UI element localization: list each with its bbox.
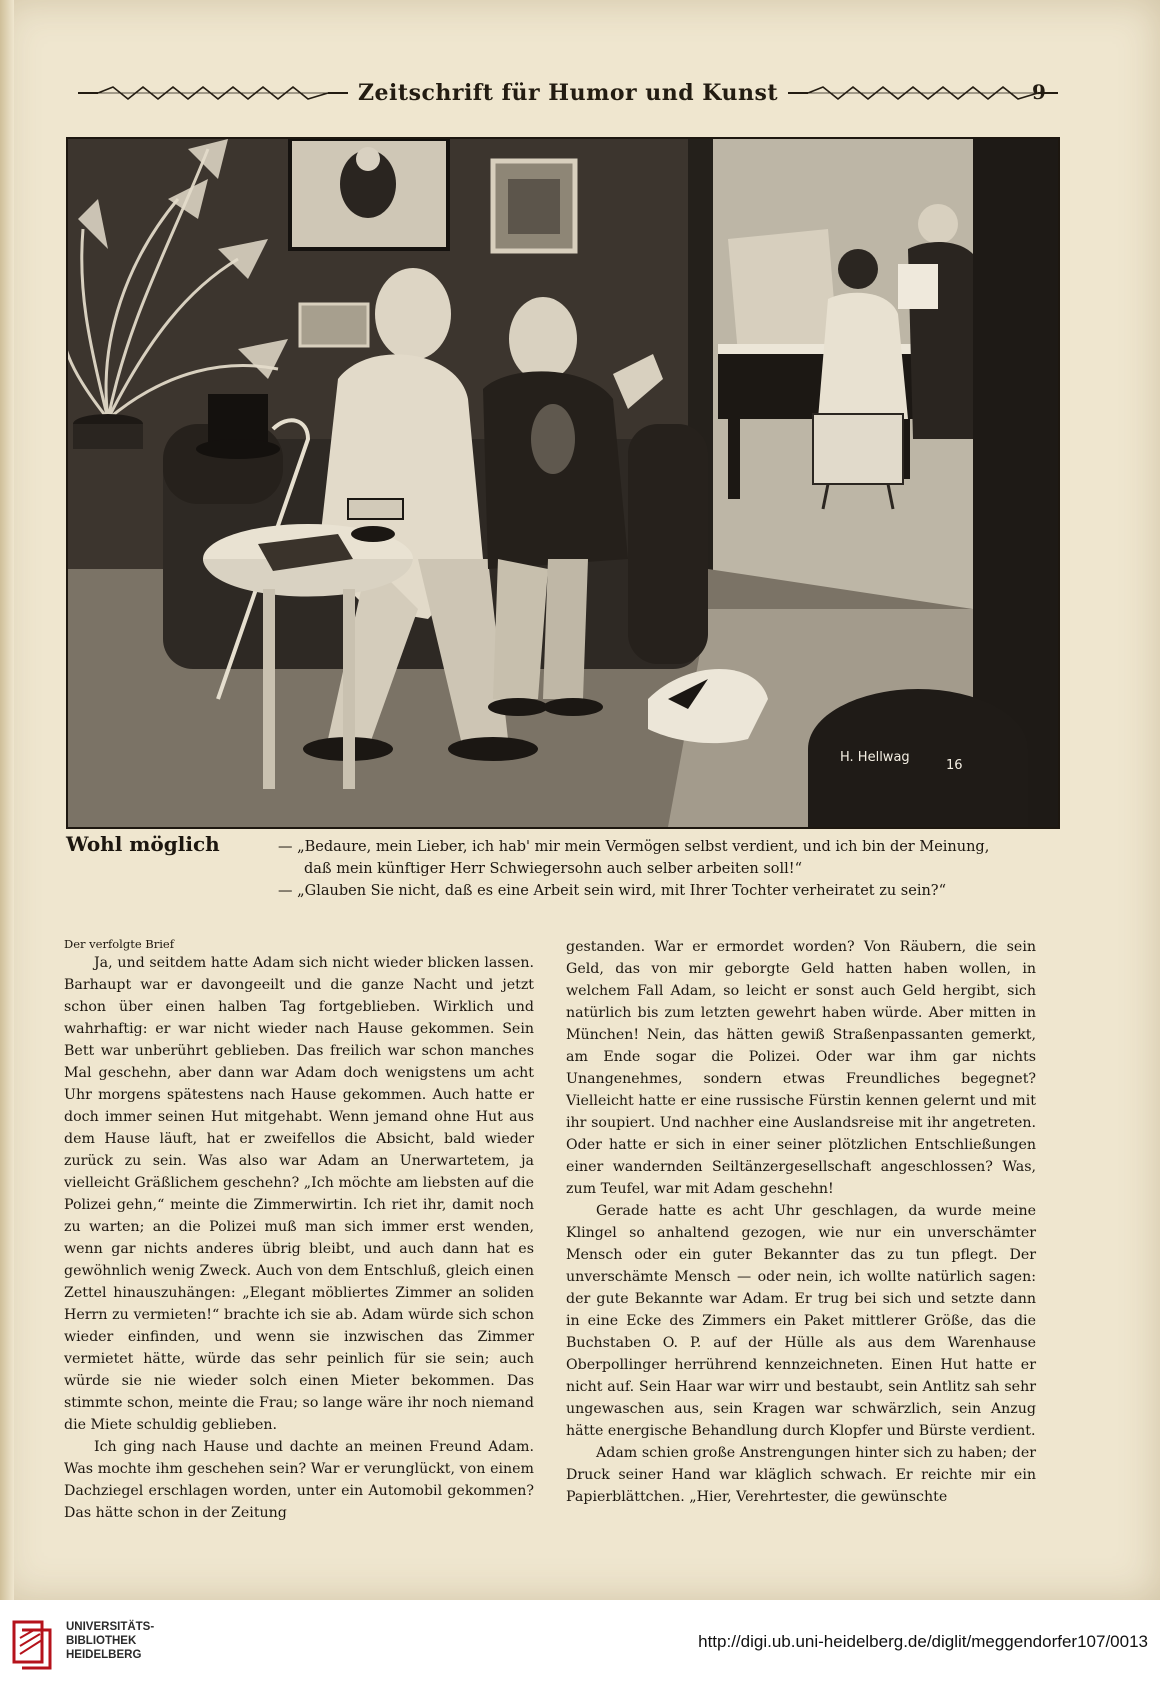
article-paragraph: Adam schien große Anstrengungen hinter sich zu haben; der Druck seiner Hand war kläglich schwach. Er reichte mir ein Papierblättchen. „Hier, Verehrtester, die gewünschte (566, 1445, 1036, 1505)
library-name-line: HEIDELBERG (66, 1649, 142, 1661)
right-header-ornament-icon (788, 85, 1058, 101)
caption-text (278, 836, 1040, 902)
left-header-ornament-icon (78, 85, 348, 101)
caption-line: — „Glauben Sie nicht, daß es eine Arbeit sein wird, mit Ihrer Tochter verheiratet zu sein?“ (278, 883, 946, 899)
article-title: Der verfolgte Brief (64, 937, 174, 951)
running-header (78, 78, 1058, 108)
artist-signature: H. Hellwag (840, 750, 910, 765)
library-name-line: BIBLIOTHEK (66, 1635, 137, 1647)
university-library-logo-icon[interactable] (12, 1618, 58, 1672)
caption-title: Wohl möglich (66, 832, 220, 856)
article-paragraph: gestanden. War er ermordet worden? Von Räubern, die sein Geld, das von mir geborgte Geld hatten haben wollen, in welchem Fall Adam, so leicht er sonst auch Geld hergibt, sich natürlich bis zum letzten gewehrt haben würde. Aber mitten in München! Nein, das hätten gewiß Straßenpassanten gemerkt, am Ende sogar die Polizei. Oder war ihm gar nichts Unangenehmes, sondern etwas Freundliches begegnet? Vielleicht hatte er eine russische Fürstin kennen gelernt und mit ihr soupiert. Und nachher eine Auslandsreise mit ihr angetreten. Oder hatte er sich in einer seiner plötzlichen Entschließungen einer wandernden Seiltänzergesellschaft angeschlossen? Was, zum Teufel, war mit Adam geschehn! (566, 939, 1036, 1197)
article-paragraph: Gerade hatte es acht Uhr geschlagen, da wurde meine Klingel so anhaltend gezogen, wie nur ein unverschämter Mensch oder ein guter Bekannter das zu tun pflegt. Der unverschämte Mensch — oder nein, ich wollte natürlich sagen: der gute Bekannte war Adam. Er trug bei sich und setzte dann in eine Ecke des Zimmers ein Paket mittlerer Größe, das die Buchstaben O. P. auf der Hülle als aus dem Warenhause Oberpollinger herrührend kennzeichneten. Einen Hut hatte er nicht auf. Sein Haar war wirr und bestaubt, sein Antlitz sah sehr ungewaschen aus, sein Kragen war schwärzlich, sein Anzug hätte energische Behandlung durch Klopfer und Bürste verdient. (566, 1203, 1036, 1439)
illustration (66, 137, 1060, 829)
article-paragraph: Ich ging nach Hause und dachte an meinen Freund Adam. Was mochte ihm geschehen sein? War er verunglückt, von einem Dachziegel erschlagen worden, unter ein Automobil gekommen? Das hätte schon in der Zeitung (64, 1439, 534, 1521)
illustration-drawing (68, 139, 1058, 827)
article-column-right (566, 936, 1036, 1508)
page-edge-shadow (0, 0, 14, 1600)
page-number: 9 (1032, 80, 1046, 104)
source-url-link[interactable]: http://digi.ub.uni-heidelberg.de/diglit/meggendorfer107/0013 (698, 1632, 1148, 1651)
library-footer (0, 1600, 1160, 1689)
article-column-left (64, 936, 534, 1524)
caption-line: — „Bedaure, mein Lieber, ich hab' mir mein Vermögen selbst verdient, und ich bin der Meinung, (278, 839, 990, 855)
artist-year-mark: 16 (946, 758, 963, 773)
article-paragraph: Ja, und seitdem hatte Adam sich nicht wieder blicken lassen. Barhaupt war er davongeeilt und die ganze Nacht und jetzt schon über einen halben Tag fortgeblieben. Wirklich und wahrhaftig: er war nicht wieder nach Hause gekommen. Sein Bett war unberührt geblieben. Das freilich war schon manches Mal geschehn, aber dann war Adam doch wenigstens um acht Uhr morgens spätestens nach Hause gekommen. Auch hatte er doch immer seinen Hut mitgehabt. Wenn jemand ohne Hut aus dem Hause läuft, hat er zweifellos die Absicht, bald wieder zurück zu sein. Was also war Adam an Unerwartetem, ja vielleicht Gräßlichem geschehn? „Ich möchte am liebsten auf die Polizei gehn,“ meinte die Zimmerwirtin. Ich riet ihr, damit noch zu warten; an die Polizei muß man sich immer erst wenden, wenn gar nichts anderes übrig bleibt, und auch dann hat es gewöhnlich wenig Zweck. Auch von dem Entschluß, gleich einen Zettel hinauszuhängen: „Elegant möbliertes Zimmer an soliden Herrn zu vermieten!“ brachte ich sie ab. Adam würde sich schon wieder einfinden, und wenn sie inzwischen das Zimmer vermietet hätte, würde das sehr peinlich für sie sein; auch würde sie nie wieder solch einen Mieter bekommen. Das stimmte schon, meinte die Frau; so lange wäre ihr noch niemand die Miete schuldig geblieben. (64, 955, 534, 1433)
library-name-line: UNIVERSITÄTS- (66, 1621, 155, 1633)
journal-title: Zeitschrift für Humor und Kunst (358, 80, 778, 106)
caption-line: daß mein künftiger Herr Schwiegersohn auch selber arbeiten soll!“ (304, 861, 803, 877)
library-name (66, 1620, 154, 1662)
